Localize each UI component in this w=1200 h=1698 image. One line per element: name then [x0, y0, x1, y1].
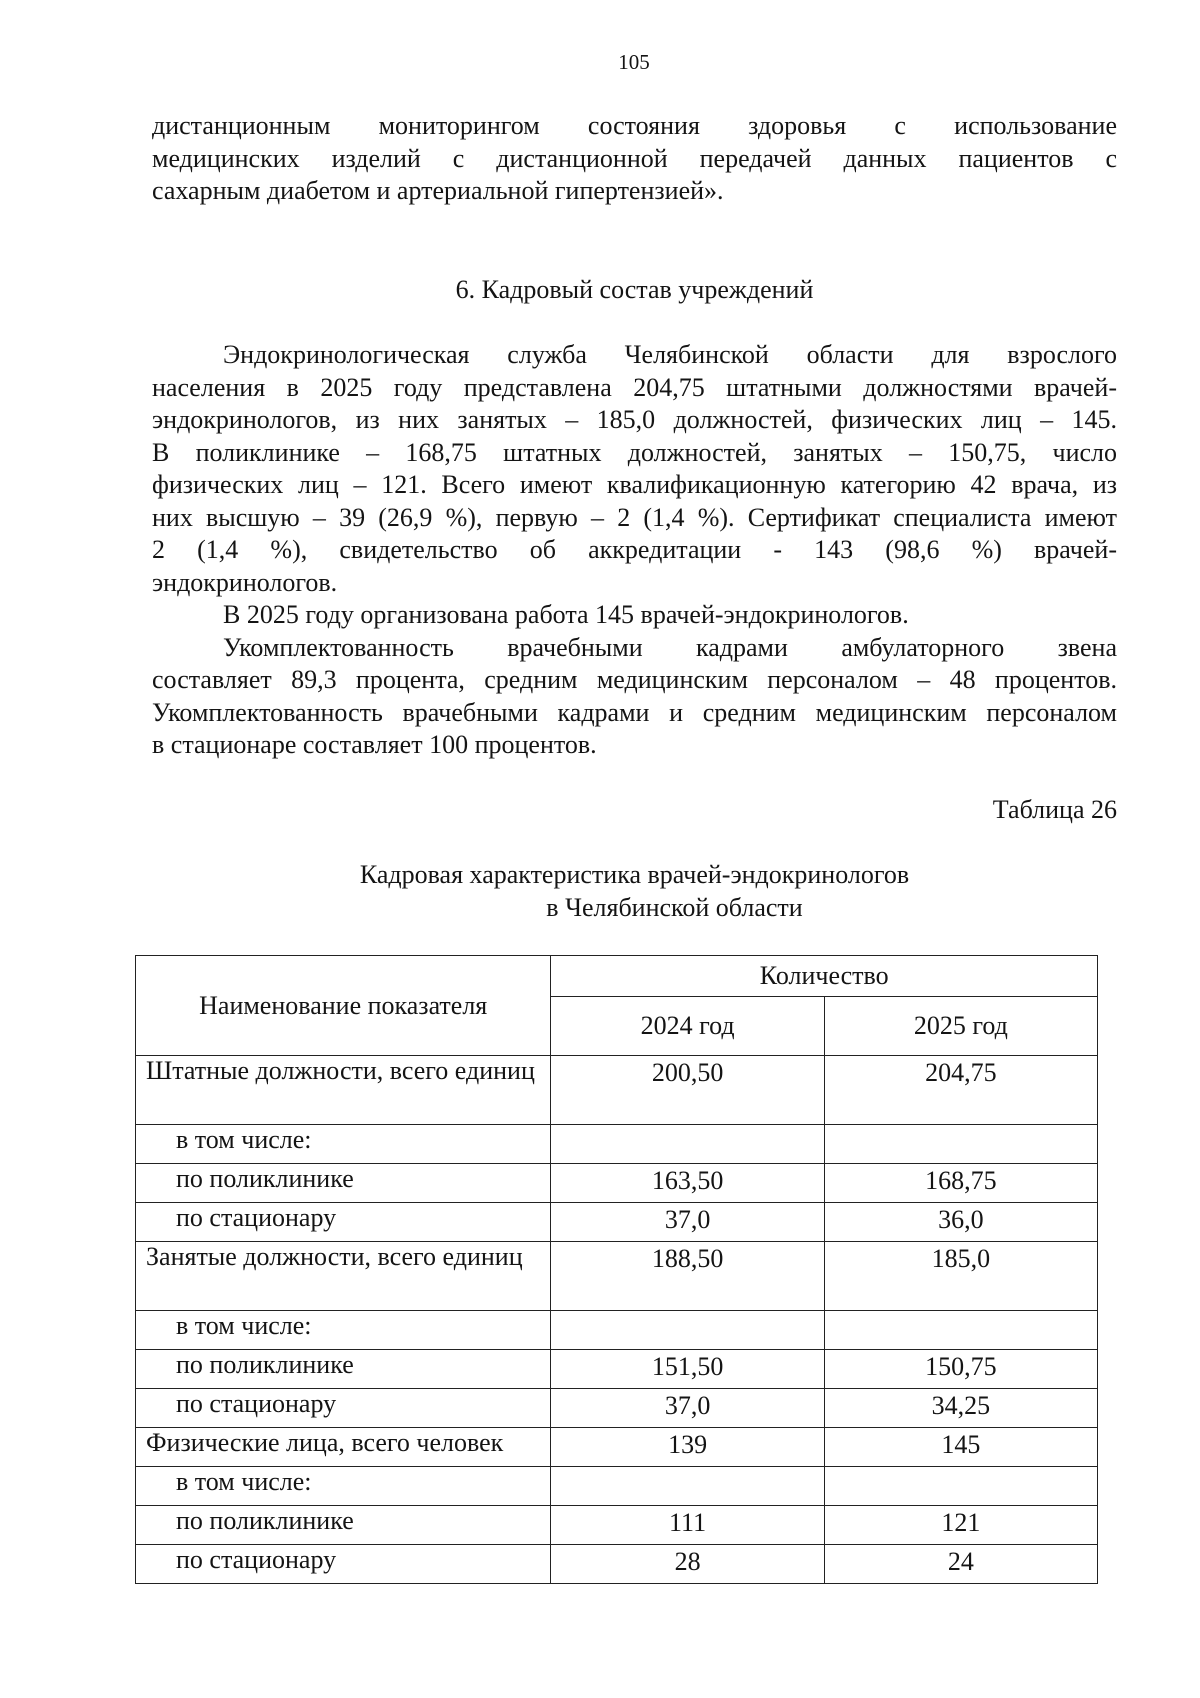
table-row	[136, 1467, 1098, 1506]
value-2025	[824, 1311, 1097, 1350]
value-2025: 185,0	[824, 1242, 1097, 1311]
row-name: Занятые должности, всего единиц	[136, 1242, 551, 1311]
paragraph-line: в стационаре составляет 100 процентов.	[152, 730, 597, 759]
table-title	[152, 858, 1117, 924]
value-2025	[824, 1125, 1097, 1164]
paragraph-line: Укомплектованность врачебными кадрами и средним медицинским персоналом	[152, 697, 1117, 727]
value-2024: 37,0	[551, 1389, 824, 1428]
row-name: Физические лица, всего человек	[136, 1428, 551, 1467]
table-title-line-1: Кадровая характеристика врачей-эндокринологов	[359, 860, 910, 889]
row-name: по поликлинике	[136, 1350, 551, 1389]
table-row	[136, 1125, 1098, 1164]
paragraph-line: физических лиц – 121. Всего имеют квалификационную категорию 42 врача, из	[152, 470, 1117, 499]
table-row	[136, 1506, 1098, 1545]
row-name: в том числе:	[136, 1467, 551, 1506]
section-body	[152, 339, 1117, 762]
paragraph-line: В поликлинике – 168,75 штатных должностей, занятых – 150,75, число	[152, 437, 1117, 467]
table-row	[136, 1242, 1098, 1311]
value-2025: 168,75	[824, 1164, 1097, 1203]
value-2025: 150,75	[824, 1350, 1097, 1389]
page-number: 105	[618, 50, 650, 74]
section-heading: 6. Кадровый состав учреждений	[455, 275, 814, 304]
header-year-2024: 2024 год	[551, 997, 824, 1056]
value-2024	[551, 1311, 824, 1350]
value-2024	[551, 1467, 824, 1506]
value-2025: 24	[824, 1545, 1097, 1584]
paragraph: В 2025 году организована работа 145 врачей-эндокринологов.	[223, 600, 909, 629]
value-2025: 121	[824, 1506, 1097, 1545]
table-row	[136, 1203, 1098, 1242]
value-2025: 145	[824, 1428, 1097, 1467]
paragraph-line: эндокринологов.	[152, 567, 338, 597]
value-2024: 151,50	[551, 1350, 824, 1389]
value-2025: 204,75	[824, 1056, 1097, 1125]
value-2024: 163,50	[551, 1164, 824, 1203]
paragraph-line: 2 (1,4 %), свидетельство об аккредитации - 143 (98,6 %) врачей-	[152, 535, 1117, 564]
staffing-table	[135, 955, 1098, 1584]
row-name: по поликлинике	[136, 1506, 551, 1545]
value-2024: 37,0	[551, 1203, 824, 1242]
row-name: по стационару	[136, 1203, 551, 1242]
intro-line: дистанционным мониторингом состояния здоровья с использование	[152, 111, 1117, 140]
value-2024	[551, 1125, 824, 1164]
table-row	[136, 1545, 1098, 1584]
header-quantity: Количество	[551, 956, 1098, 997]
value-2024: 111	[551, 1506, 824, 1545]
intro-line: сахарным диабетом и артериальной гипертензией».	[152, 176, 724, 205]
value-2025: 36,0	[824, 1203, 1097, 1242]
paragraph-line: населения в 2025 году представлена 204,75 штатными должностями врачей-	[152, 372, 1117, 402]
intro-paragraph	[152, 110, 1117, 208]
header-year-2025: 2025 год	[824, 997, 1097, 1056]
value-2024: 188,50	[551, 1242, 824, 1311]
row-name: Штатные должности, всего единиц	[136, 1056, 551, 1125]
value-2025: 34,25	[824, 1389, 1097, 1428]
paragraph-line: них высшую – 39 (26,9 %), первую – 2 (1,4 %). Сертификат специалиста имеют	[152, 502, 1117, 532]
paragraph-line: эндокринологов, из них занятых – 185,0 должностей, физических лиц – 145.	[152, 405, 1117, 434]
paragraph-line: Укомплектованность врачебными кадрами амбулаторного звена	[223, 632, 1117, 662]
header-indicator-name: Наименование показателя	[136, 956, 551, 1056]
value-2024: 28	[551, 1545, 824, 1584]
row-name: по стационару	[136, 1545, 551, 1584]
paragraph-line: Эндокринологическая служба Челябинской области для взрослого	[223, 340, 1117, 369]
table-row	[136, 1056, 1098, 1125]
row-name: по стационару	[136, 1389, 551, 1428]
table-title-line-2: в Челябинской области	[546, 893, 803, 922]
value-2025	[824, 1467, 1097, 1506]
table-row	[136, 1428, 1098, 1467]
row-name: по поликлинике	[136, 1164, 551, 1203]
row-name: в том числе:	[136, 1311, 551, 1350]
value-2024: 200,50	[551, 1056, 824, 1125]
paragraph-line: составляет 89,3 процента, средним медицинским персоналом – 48 процентов.	[152, 665, 1117, 694]
value-2024: 139	[551, 1428, 824, 1467]
table-row	[136, 1350, 1098, 1389]
table-row	[136, 1311, 1098, 1350]
table-row	[136, 1389, 1098, 1428]
table-label: Таблица 26	[992, 795, 1117, 824]
intro-line: медицинских изделий с дистанционной передачей данных пациентов с	[152, 143, 1117, 173]
table-row	[136, 1164, 1098, 1203]
row-name: в том числе:	[136, 1125, 551, 1164]
